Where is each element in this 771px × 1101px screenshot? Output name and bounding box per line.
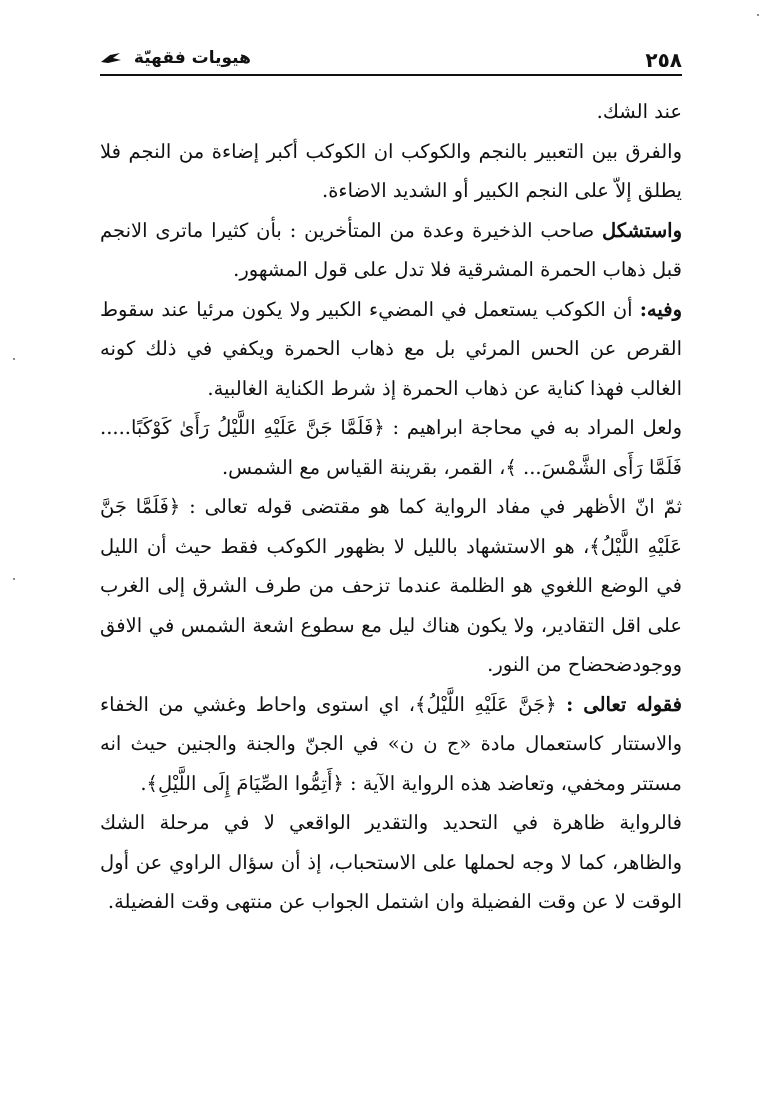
paragraph-lead: واستشكل [602, 218, 682, 242]
paragraph-4 [100, 290, 682, 409]
paragraph-text: أن الكوكب يستعمل في المضيء الكبير ولا يكون مرئيا عند سقوط القرص عن الحس المرئي بل مع ذهاب الحمرة ويكفي في ذلك كونه الغالب فهذا كناية عن ذهاب الحمرة إذ شرط الكناية الغالبية. [100, 297, 682, 400]
paragraph-text: ﴿جَنَّ عَلَيْهِ اللَّيْلُ﴾، اي استوى واحاط وغشي من الخفاء والاستتار كاستعمال مادة «ج ن ن» في الجنّ والجنة والجنين حيث انه مستتر ومخفي، وتعاضد هذه الرواية الآية : ﴿أَتِمُّوا الصِّيَامَ إِلَى اللَّيْلِ﴾. [100, 692, 682, 795]
running-title [100, 48, 251, 68]
header-rule [100, 74, 682, 76]
paragraph-lead: فقوله تعالى : [566, 692, 682, 716]
paragraph-lead: وفيه: [639, 297, 682, 321]
paragraph-text: ولعل المراد به في محاجة ابراهيم : ﴿فَلَمَّا جَنَّ عَلَيْهِ اللَّيْلُ رَأَىٰ كَوْكَبًا..... فَلَمَّا رَأَى الشَّمْسَ... ﴾، القمر، بقرينة القياس مع الشمس. [100, 416, 682, 479]
paragraph-text: ثمّ انّ الأظهر في مفاد الرواية كما هو مقتضى قوله تعالى : ﴿فَلَمَّا جَنَّ عَلَيْهِ اللَّيْلُ﴾، هو الاستشهاد بالليل لا بظهور الكوكب فقط حيث أن الليل في الوضع اللغوي هو الظلمة عندما تزحف من طرف الشرق إلى الغرب على اقل التقادير، ولا يكون هناك ليل مع سطوع اشعة الشمس في الافق ووجودضحضاح من النور. [100, 495, 682, 676]
paragraph-text: عند الشك. [596, 100, 682, 123]
paragraph-6 [100, 487, 682, 685]
paragraph-7 [100, 685, 682, 804]
paragraph-text: والفرق بين التعبير بالنجم والكوكب ان الكوكب أكبر إضاءة من النجم فلا يطلق إلاّ على النجم الكبير أو الشديد الاضاءة. [100, 139, 682, 202]
scan-speck [757, 14, 759, 16]
page-number: ٢٥٨ [645, 48, 682, 72]
paragraph-text: فالرواية ظاهرة في التحديد والتقدير الواقعي لا في مرحلة الشك والظاهر، كما لا وجه لحملها على الاستحباب، إذ أن سؤال الراوي عن أول الوقت لا عن وقت الفضيلة وان اشتمل الجواب عن منتهى وقت الفضيلة. [100, 811, 682, 913]
paragraph-5 [100, 408, 682, 487]
paragraph-8 [100, 803, 682, 922]
pen-ornament-icon [100, 52, 122, 64]
page-body [100, 92, 682, 922]
paragraph-text: صاحب الذخيرة وعدة من المتأخرين : بأن كثيرا ماترى الانجم قبل ذهاب الحمرة المشرقية فلا تدل على قول المشهور. [100, 218, 682, 281]
paragraph-1 [100, 92, 682, 132]
book-title-text: هيويات فقهيّة [133, 48, 251, 68]
paragraph-3 [100, 211, 682, 290]
scan-speck [13, 578, 15, 580]
page-header [100, 46, 682, 76]
scan-speck [13, 358, 15, 360]
paragraph-2 [100, 132, 682, 211]
